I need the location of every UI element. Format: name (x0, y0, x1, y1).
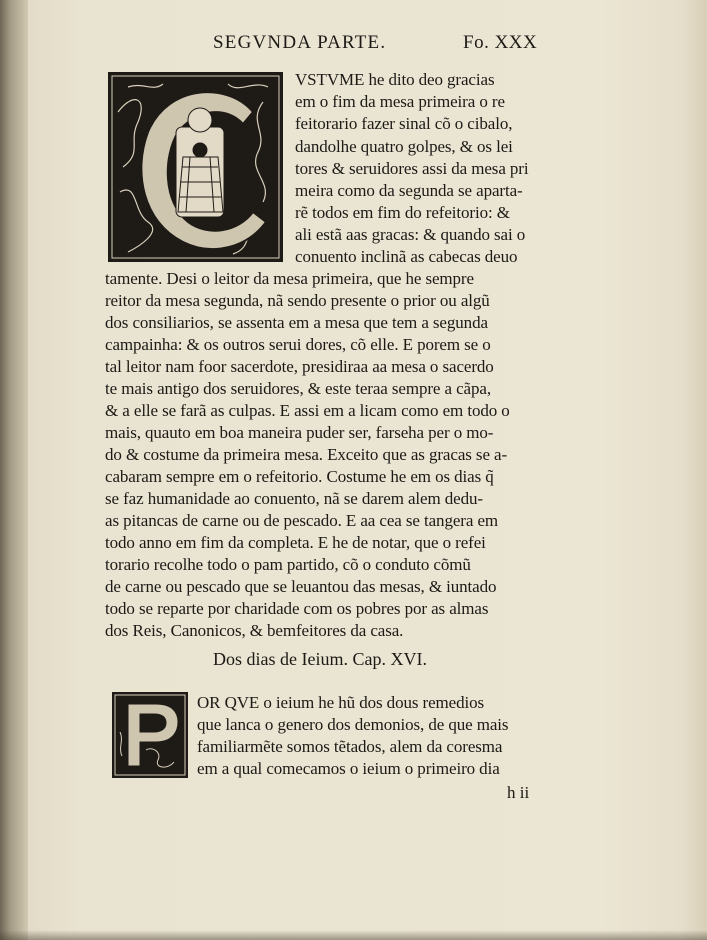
text-line: dos consiliarios, se assenta em a mesa que tem a segunda (105, 313, 488, 332)
text-line: meira como da segunda se aparta- (295, 181, 523, 200)
text-line: ali estã aas gracas: & quando sai o (295, 225, 526, 244)
text-line: feitorario fazer sinal cõ o cibalo, (295, 114, 513, 133)
text-line: cabaram sempre em o refeitorio. Costume he em os dias q̃ (105, 467, 494, 486)
decorated-initial-c (108, 72, 283, 262)
text-line: campainha: & os outros serui dores, cõ elle. E porem se o (105, 335, 491, 354)
page-bottom-shadow (0, 930, 707, 940)
text-line: conuento inclinã as cabecas deuo (295, 247, 518, 266)
text-line: reitor da mesa segunda, nã sendo presente o prior ou algũ (105, 291, 490, 310)
text-line: mais, quauto em boa maneira puder ser, farseha per o mo- (105, 423, 494, 442)
text-line: familiarmẽte somos tẽtados, alem da coresma (197, 737, 503, 756)
text-line: em o fim da mesa primeira o re (295, 92, 505, 111)
text-line: de carne ou pescado que se leuantou das mesas, & iuntado (105, 577, 497, 596)
text-line: todo anno em fim da completa. E he de notar, que o refei (105, 533, 486, 552)
text-line: as pitancas de carne ou de pescado. E aa cea se tangera em (105, 511, 499, 530)
folio-number: Fo. XXX (463, 32, 538, 53)
text-line: em a qual comecamos o ieium o primeiro dia (197, 759, 500, 778)
decorated-initial-p (112, 692, 188, 778)
text-line: te mais antigo dos seruidores, & este teraa sempre a cãpa, (105, 379, 491, 398)
text-line: dos Reis, Canonicos, & bemfeitores da casa. (105, 621, 404, 640)
text-line: tamente. Desi o leitor da mesa primeira, que he sempre (105, 269, 474, 288)
text-line: se faz humanidade ao conuento, nã se darem alem dedu- (105, 489, 483, 508)
chapter-heading: Dos dias de Ieium. Cap. XVI. (213, 649, 427, 669)
running-title: SEGVNDA PARTE. (213, 32, 387, 53)
text-line: & a elle se farã as culpas. E assi em a licam como em todo o (105, 401, 510, 420)
text-line: tores & seruidores assi da mesa pri (295, 159, 529, 178)
text-line: VSTVME he dito deo gracias (295, 70, 495, 89)
text-line: do & costume da primeira mesa. Exceito que as gracas se a- (105, 445, 508, 464)
text-line: torario recolhe todo o pam partido, cõ o conduto cõmũ (105, 555, 471, 574)
text-line: OR QVE o ieium he hũ dos dous remedios (197, 693, 485, 712)
signature-mark: h ii (507, 783, 530, 802)
binding-gutter (0, 0, 28, 940)
text-line: dandolhe quatro golpes, & os lei (295, 137, 513, 156)
text-line: rẽ todos em fim do refeitorio: & (295, 203, 510, 222)
text-line: que lanca o genero dos demonios, de que mais (197, 715, 509, 734)
text-line: todo se reparte por charidade com os pobres por as almas (105, 599, 489, 618)
text-line: tal leitor nam foor sacerdote, presidiraa aa mesa o sacerdo (105, 357, 494, 376)
